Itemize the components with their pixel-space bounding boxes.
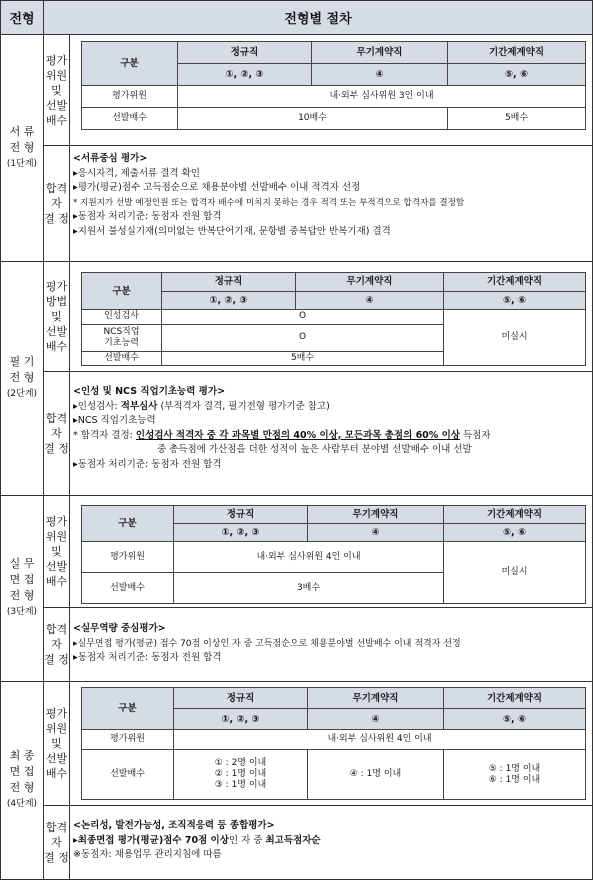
pass-line: ▸응시자격, 제출서류 결격 확인 [73, 167, 200, 179]
stage-4-name-line2: 면 접 [9, 765, 35, 778]
cell-merged: 3배수 [174, 573, 444, 604]
col-regular: 정규직 [174, 688, 308, 709]
stage-1-name-line1: 서 류 [9, 125, 35, 138]
col-fixed-term: 기간제계약직 [444, 273, 586, 292]
cell: 5배수 [448, 108, 586, 130]
col-permanent: 무기계약직 [312, 42, 448, 64]
col-sub: ①, ②, ③ [178, 64, 312, 86]
row-label: 선발배수 [82, 573, 174, 604]
col-sub: ④ [296, 291, 444, 310]
pass-line: 중 총득점에 가산점을 더한 성적이 높은 사람부터 분야별 선발배수 이내 선발 [157, 444, 472, 455]
col-sub: ⑤, ⑥ [444, 709, 586, 730]
stage-2-pass-text [73, 385, 588, 472]
stage-4-eval-label: 평가 위원 및 선발 배수 [45, 706, 68, 780]
cell: ① : 2명 이내 ② : 1명 이내 ③ : 1명 이내 [174, 750, 308, 800]
stage-4-pass-label: 합격자 결 정 [44, 820, 69, 864]
col-sub: ①, ②, ③ [162, 291, 296, 310]
col-sub: ①, ②, ③ [174, 524, 308, 542]
cell-not-applied: 미실시 [444, 310, 586, 366]
cell-merged: 내·외부 심사위원 4인 이내 [174, 730, 586, 750]
col-regular: 정규직 [178, 42, 312, 64]
pass-line: ▸동점자 처리기준: 동점자 전원 합격 [73, 211, 222, 222]
pass-line: ▸동점자 처리기준: 동점자 전원 합격 [73, 458, 222, 470]
col-fixed-term: 기간제계약직 [448, 42, 586, 64]
pass-line: ※동점자: 채용업무 관리지침에 따름 [73, 849, 222, 860]
stage-3-eval-table [81, 505, 586, 604]
row-label: 평가위원 [82, 730, 174, 750]
pass-line: ▸NCS 직업기초능력 [73, 415, 156, 426]
col-sub: ⑤, ⑥ [444, 524, 586, 542]
stage-4-pass-text [73, 819, 588, 863]
stage-3-step: (3단계) [6, 607, 38, 617]
col-permanent: 무기계약직 [296, 273, 444, 292]
stage-1-label [1, 35, 43, 261]
stage-2-label [1, 261, 43, 495]
row-label: 선발배수 [82, 750, 174, 800]
stage-1-step: (1단계) [6, 159, 38, 169]
stage-1-name-line2: 전 형 [9, 141, 35, 154]
stage-3-name-line3: 전 형 [9, 589, 35, 602]
pass-line-bold: 적부심사 [120, 400, 158, 412]
cell-merged: 5배수 [162, 351, 444, 366]
cell: ⑤ : 1명 이내 ⑥ : 1명 이내 [444, 750, 586, 800]
pass-line-part: ▸인성검사: [73, 400, 121, 412]
stage-1-eval-label: 평가 위원 및 선발 배수 [45, 53, 68, 127]
stage-3-eval-label: 평가 위원 및 선발 배수 [45, 514, 68, 588]
col-permanent: 무기계약직 [308, 506, 444, 524]
col-permanent: 무기계약직 [308, 688, 444, 709]
pass-line-part: (부적격자 결격, 필기전형 평가기준 참고) [157, 400, 330, 412]
stage-1-eval-table [81, 41, 586, 130]
stage-1-pass-text [73, 152, 588, 239]
stage-3-name-line2: 면 접 [9, 573, 35, 586]
col-sub: ④ [308, 709, 444, 730]
stage-3-name-line1: 실 무 [9, 557, 35, 570]
stage-2-eval-label: 평가 방법 및 선발 배수 [45, 279, 68, 353]
stage-1-pass-label: 합격자 결 정 [44, 181, 69, 225]
cell-merged: 내·외부 심사위원 4인 이내 [174, 542, 444, 573]
cell-merged: O [162, 310, 444, 324]
col-regular: 정규직 [162, 273, 296, 292]
stage-4-name-line1: 최 종 [9, 749, 35, 762]
pass-note: * 지원지가 선발 예정인원 또는 합격자 배수에 미치지 못하는 경우 적격 또는 부적격으로 합격자를 결정함 [73, 197, 465, 208]
stage-3-pass-text [73, 622, 588, 666]
row-label: 평가위원 [82, 542, 174, 573]
cell-not-applied: 미실시 [444, 542, 586, 604]
pass-line: ▸실무면접 평가(평균) 점수 70점 이상인 자 중 고득점순으로 채용분야별 선발배수 이내 적격자 선정 [73, 638, 461, 649]
stage-2-name-line1: 필 기 [9, 355, 35, 368]
stage-4-step: (4단계) [6, 799, 38, 809]
col-fixed-term: 기간제계약직 [444, 688, 586, 709]
row-label: 평가위원 [82, 86, 178, 108]
pass-title: <논리성, 발전가능성, 조직적응력 등 종합평가> [73, 820, 275, 831]
pass-title: <인성 및 NCS 직업기초능력 평가> [73, 386, 226, 397]
row-label: 선발배수 [82, 351, 162, 366]
stage-2-eval-table [81, 272, 586, 366]
col-sub: ④ [308, 524, 444, 542]
pass-line: ▸동점자 처리기준: 동점자 전원 합격 [73, 652, 222, 663]
pass-line-bold: ▸최종면접 평가(평균)점수 70점 이상 [73, 834, 229, 846]
row-label: NCS직업 기초능력 [82, 324, 162, 351]
pass-line-part: 인 자 중 [228, 834, 266, 846]
pass-line-part: 득점자 [459, 429, 491, 441]
cell-merged: O [162, 324, 444, 351]
col-sub: ④ [312, 64, 448, 86]
col-sub: ⑤, ⑥ [448, 64, 586, 86]
col-sub: ⑤, ⑥ [444, 291, 586, 310]
header-col-stage: 전형 [1, 1, 44, 35]
pass-line-bold: 인성검사 적격자 중 각 과목별 만점의 40% 이상, 모든과목 총점의 60% 이상 [135, 429, 460, 441]
table-head-label: 구분 [82, 42, 178, 86]
pass-line: ▸평가(평균)점수 고득점순으로 채용분야별 선발배수 이내 적격자 선정 [73, 182, 361, 193]
pass-title: <실무역량 중심평가> [73, 623, 166, 634]
pass-line [73, 834, 588, 849]
pass-line-bold: 최고득점자순 [265, 834, 321, 846]
col-regular: 정규직 [174, 506, 308, 524]
row-label: 선발배수 [82, 108, 178, 130]
pass-line-part: * 합격자 결정: [73, 429, 136, 441]
cell-merged: 내·외부 심사위원 3인 이내 [178, 86, 586, 108]
stage-2-name-line2: 전 형 [9, 371, 35, 384]
stage-2-step: (2단계) [6, 389, 38, 399]
cell: ④ : 1명 이내 [308, 750, 444, 800]
cell-merged: 10배수 [178, 108, 448, 130]
row-label: 인성검사 [82, 310, 162, 324]
pass-line [73, 429, 588, 444]
header-col-procedure: 전형별 절차 [44, 1, 592, 35]
stage-3-pass-label: 합격자 결 정 [44, 622, 69, 666]
table-head-label: 구분 [82, 506, 174, 542]
pass-title: <서류중심 평가> [73, 153, 148, 164]
pass-line [73, 400, 588, 415]
table-head-label: 구분 [82, 273, 162, 310]
table-head-label: 구분 [82, 688, 174, 730]
stage-4-eval-table [81, 687, 586, 800]
col-sub: ①, ②, ③ [174, 709, 308, 730]
stage-3-label [1, 495, 43, 681]
stage-4-name-line3: 전 형 [9, 781, 35, 794]
col-fixed-term: 기간제계약직 [444, 506, 586, 524]
stage-2-pass-label: 합격자 결 정 [44, 411, 69, 455]
stage-4-label [1, 681, 43, 879]
pass-line: ▸지원서 불성실기재(의미없는 반복단어기재, 문항별 중복답안 반복기재) 결격 [73, 225, 391, 237]
